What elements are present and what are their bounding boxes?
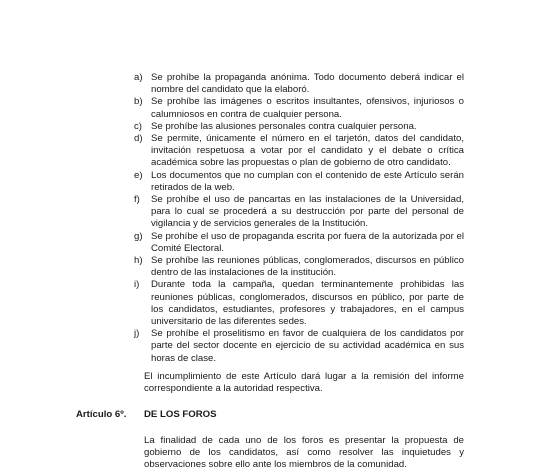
article-title: DE LOS FOROS <box>144 409 217 420</box>
list-marker: g) <box>134 230 143 242</box>
list-item-text: Se prohíbe las alusiones personales contra cualquier persona. <box>151 120 417 132</box>
list-item <box>134 133 464 170</box>
list-item <box>134 328 464 365</box>
list-marker: h) <box>134 255 143 267</box>
list-item-text: Se prohíbe el proselitismo en favor de cualquiera de los candidatos por parte del sector docente en ejercicio de su actividad académica en sus horas de clase. <box>151 328 464 364</box>
list-marker: c) <box>134 120 142 132</box>
list-marker: b) <box>134 96 143 108</box>
article-label: Artículo 6º. <box>76 409 127 420</box>
list-item <box>134 170 464 194</box>
list-marker: e) <box>134 169 143 181</box>
closing-paragraph: El incumplimiento de este Artículo dará lugar a la remisión del informe correspondiente a la autoridad respectiva. <box>144 371 464 395</box>
article-intro-paragraph: La finalidad de cada uno de los foros es presentar la propuesta de gobierno de los candidatos, así como resolver las inquietudes y observaciones sobre ello ante los miembros de la comunidad. <box>144 435 464 471</box>
list-item <box>134 96 464 120</box>
list-marker: f) <box>134 194 140 206</box>
list-item-text: Se prohíbe las reuniones públicas, conglomerados, discursos en público dentro de las instalaciones de la institución. <box>151 255 464 279</box>
list-item <box>134 72 464 96</box>
list-item-text: Durante toda la campaña, quedan terminantemente prohibidas las reuniones públicas, conglomerados, discursos en público, por parte de los candidatos, estudiantes, profesores y trabajadores, en el campus universitario de las diferentes sedes. <box>151 279 464 328</box>
list-item <box>134 279 464 328</box>
list-marker: j) <box>134 328 140 340</box>
list-marker: d) <box>134 133 143 145</box>
prohibitions-list <box>134 72 464 365</box>
list-item-text: Se permite, únicamente el número en el tarjetón, datos del candidato, invitación respetuosa a votar por el candidato y el debate o crítica académica sobre las propuestas o plan de gobierno de otro candidato. <box>151 133 464 169</box>
list-item <box>134 121 464 133</box>
list-item-text: Se prohíbe el uso de pancartas en las instalaciones de la Universidad, para lo cual se procederá a su destrucción por parte del personal de vigilancia y de servicios generales de la Institución. <box>151 194 464 230</box>
list-item-text: Se prohíbe el uso de propaganda escrita por fuera de la autorizada por el Comité Electoral. <box>151 230 464 254</box>
list-marker: a) <box>134 72 143 83</box>
list-marker: i) <box>134 279 140 291</box>
list-item-text: Se prohíbe la propaganda anónima. Todo documento deberá indicar el nombre del candidato que la elaboró. <box>151 72 464 96</box>
list-item-text: Se prohíbe las imágenes o escritos insultantes, ofensivos, injuriosos o calumniosos en contra de cualquier persona. <box>151 96 464 120</box>
list-item <box>134 255 464 279</box>
list-item <box>134 194 464 231</box>
list-item-text: Los documentos que no cumplan con el contenido de este Artículo serán retirados de la web. <box>151 169 464 193</box>
list-item <box>134 231 464 255</box>
